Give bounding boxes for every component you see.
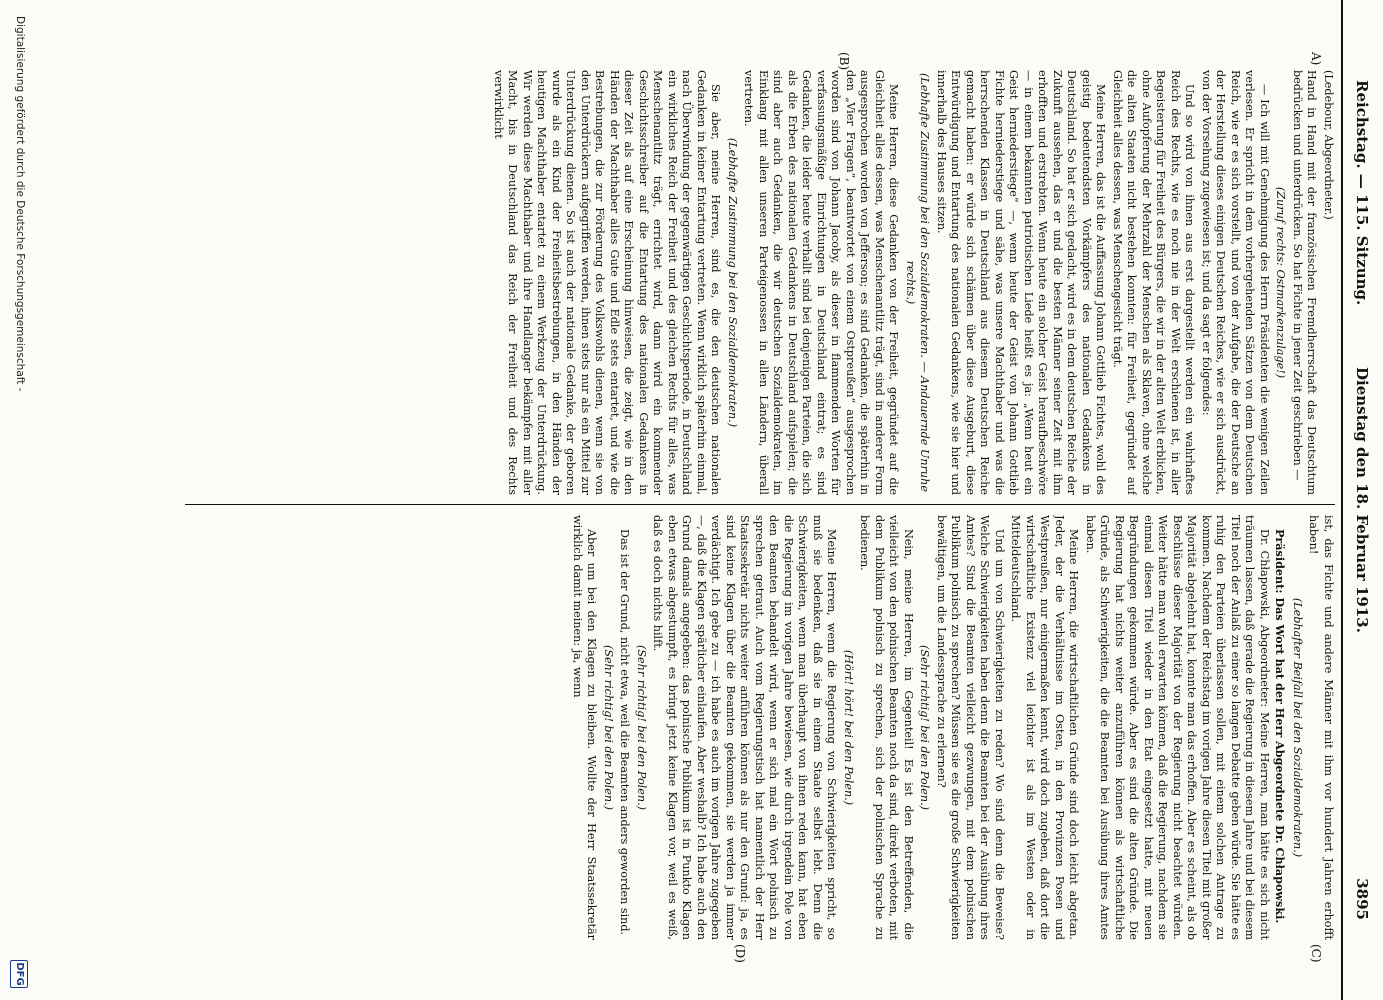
paragraph: — Ich will mit Genehmigung des Herrn Präsidenten die wenigen Zeilen verlesen. Er spricht in dem vorhergehenden Sätzen von dem Deutschen Reich, wie er es sich vorstellt, und von der Aufgabe, die der Deutsche an der Herstellung dieses einigen Deutschen Reiches, wie er sich ausdrückt, von der Vorsehung zugewiesen ist; und da sagt er folgendes:: [1200, 70, 1271, 495]
margin-mark-a: A): [1309, 52, 1323, 66]
stage-direction: (Sehr richtig! bei den Polen.): [918, 644, 932, 811]
paragraph: Meine Herren, die wirtschaftlichen Gründe sind doch leicht abgetan. Jeder, der die Verhältnisse im Osten, in den Provinzen Posen und Westpreußen, nur einigermaßen kennt, wird doch zugeben, daß dort die wirtschaftliche Existenz viel leichter ist als im Westen oder in Mitteldeutschland.: [1009, 515, 1081, 940]
paragraph: (Ledebour, Abgeordneter.): [1322, 70, 1335, 220]
paragraph: Meine Herren, das ist die Auffassung Johann Gottlieb Fichtes, wohl des geistig bedeutendsten Vorkämpfers des nationalen Gedankens in Deutschland. So hat er sich gedacht, wird es in dem deutschen Reiche der Zukunft aussehen, das er und die besten Männer seiner Zeit mit ihm erhofften und erstrebten. Wenn heute ein solcher Geist heraufbeschwöre — in einem bekannten patriotischen Liede heißt es ja: „Wenn heut ein Geist herniederstiege“ —, wenn heute der Geist von Johann Gottlieb Fichte herniederstiege und sähe, was unsere Machthaber und was die herrschenden Klassen in Deutschland aus diesem Deutschen Reiche gemacht haben: er würde sich schämen über diese Ausgeburt, diese Entwürdigung und Entartung des nationalen Gedankens, wie sie hier und innerhalb des Hauses sitzen.: [935, 70, 1108, 495]
paragraph: Hand in Hand mit der französischen Fremdherrschaft das Deutschtum bedrücken und unterdrücken. So hat Fichte in jener Zeit geschrieben —: [1291, 70, 1319, 495]
paragraph: Dr. Chłapowski, Abgeordneter: Meine Herren, man hätte es sich nicht träumen lassen, daß gerade die Regierung in diesem Jahre und bei diesem Titel noch der Anlaß zu einer so langen Debatte geben würde. Sie hätte es ruhig den Parteien überlassen sollen, mit einem solchen Antrage zu kommen. Nachdem der Reichstag im vorigen Jahre diesen Titel mit großer Majorität abgelehnt hat, konnte man das erhoffen. Aber es scheint, als ob Beschlüsse dieser Majorität von der Regierung nicht beachtet würden. Weiter hätte man wohl erwarten können, daß die Regierung, nachdem sie einmal diesen Titel wieder in den Etat eingesetzt hatte, mit neuen Begründungen gekommen würde. Aber es sind die alten Gründe. Die Regierung hat nichts weiter anzuführen können als wirtschaftliche Gründe, als Schwierigkeiten, die die Beamten bei Ausübung ihres Amtes haben.: [1084, 515, 1271, 940]
paragraph: ist, das Fichte und andere Männer mit ihm vor hundert Jahren erhofft haben!: [1307, 515, 1335, 940]
paragraph: Und so wird von ihnen aus erst dargestellt werden ein wahrhaftes Reich des Rechts, wie es noch nie in der Welt erschienen ist, in aller Begeisterung für Freiheit des Bürgers, die wir in der alten Welt erblicken, ohne Aufopferung der Mehrzahl der Menschen als Sklaven, ohne welche die alten Staaten nicht bestehen konnten: für Freiheit, gegründet auf Gleichheit alles dessen, was Menschengesicht trägt.: [1111, 70, 1197, 495]
page-header: [1341, 0, 1375, 1000]
paragraph: Und um von Schwierigkeiten zu reden? Wo sind denn die Beweise? Welche Schwierigkeiten haben denn die Beamten bei der Ausübung ihres Amtes? Sind die Beamten vielleicht gezwungen, mit dem polnischen Publikum polnisch zu sprechen? Müssen sie es die große Schwierigkeiten bewältigen, um die Landessprache zu erlernen?: [935, 515, 1006, 940]
header-left: Reichstag. — 115. Sitzung.: [1353, 80, 1371, 306]
page-footer: [8, 0, 28, 1000]
margin-mark-d: (D): [733, 944, 747, 963]
paragraph: Präsident: Das Wort hat der Herr Abgeordnete Dr. Chłapowski.: [1273, 529, 1288, 924]
margin-mark-b: (B): [837, 52, 851, 71]
paragraph: Nein, meine Herren, im Gegenteil! Es ist den Betreffenden, die vielleicht von den polnischen Beamten noch da sind, direkt verboten, mit dem Publikum polnisch zu sprechen, sich der polnischen Sprache zu bedienen.: [858, 515, 915, 940]
right-text-column: [185, 515, 1335, 940]
paragraph: Meine Herren, diese Gedanken von der Freiheit, gegründet auf die Gleichheit alles dessen, was Menschenantlitz trägt, sind in anderer Form ausgesprochen worden von Jefferson; es sind Gedanken, die späterhin in den „Vier Fragen“, beantwortet von einem Ostpreußen“ ausgesprochen worden sind von Johann Jacoby, als dieser in flammenden Worten für verfassungsmäßige Einrichtungen in Deutschland eintrat; es sind Gedanken, die leider heute verhallt sind bei denjenigen Parteien, die sich als die Erben des nationalen Gedankens in Deutschland aufspielen; die sind aber auch Gedanken, die wir deutschen Sozialdemokraten, im Einklang mit allen unseren Parteigenossen in allen Ländern, überall vertreten.: [742, 70, 901, 495]
stage-direction: (Zuruf rechts: Ostmarkenzulage!): [1274, 186, 1288, 379]
stage-direction: (Sehr richtig! bei den Polen.): [602, 644, 615, 811]
stage-direction: (Sehr richtig! bei den Polen.): [635, 644, 648, 811]
stage-direction: (Hört! hört! bei den Polen.): [842, 649, 855, 806]
stage-direction: (Lebhafte Zustimmung bei den Sozialdemokraten.): [726, 137, 739, 428]
header-date: Dienstag den 18. Februar 1913.: [1353, 367, 1371, 633]
digitization-credit: Digitalisierung gefördert durch die Deutsche Forschungsgemeinschaft -: [14, 16, 26, 392]
page-number: 3895: [1353, 878, 1371, 920]
column-divider: [185, 504, 1335, 505]
stage-direction: (Lebhafter Beifall bei den Sozialdemokraten.): [1291, 597, 1304, 858]
stage-direction: (Lebhafte Zustimmung bei den Sozialdemokraten. — Andauernde Unruhe rechts.): [904, 73, 932, 492]
margin-mark-c: (C): [1309, 944, 1323, 963]
left-text-column: [185, 70, 1335, 495]
paragraph: Meine Herren, wenn die Regierung von Schwierigkeiten spricht, so muß sie bedenken, daß sie in einem Staate selbst lebt. Denn die Schwierigkeiten, wenn man überhaupt von ihnen reden kann, hat eben die Regierung im vorigen Jahre bewiesen, wie durch irgendein Pole von den Beamten behandelt wird, wenn er sich mal ein Wort polnisch zu sprechen getraut. Auch vom Regierungstisch hat namentlich der Herr Staatssekretär nichts weiter anführen können als nur den Grund: ja, es sind keine Klagen über die Beamten gekommen, sie werden ja immer verdächtigt. Ich gebe zu — ich habe es auch im vorigen Jahre zugegeben —, daß die Klagen spärlicher einlaufen. Aber weshalb? Ich habe auch den Grund damals angegeben: das polnische Publikum ist in Punkto Klagen eben etwas abgestumpft, es bringt jetzt keine Klagen vor, weil es weiß, daß es doch nichts hilft.: [651, 515, 839, 940]
dfg-logo: DFG: [10, 960, 28, 988]
paragraph: Aber um bei den Klagen zu bleiben. Wollte der Herr Staatssekretär wirklich damit meinen: ja, wenn: [571, 515, 599, 940]
paragraph: Sie aber, meine Herren, sind es, die den deutschen nationalen Gedanken in keiner Entartung vertreten. Wenn wirklich späterhin einmal, nach Überwindung der gegenwärtigen Geschichtsperiode, in Deutschland ein wirkliches Reich der Freiheit und des gleichen Rechts für alles, was Menschenantlitz trägt, errichtet wird, dann wird ein kommender Geschichtsschreiber auf die Entartung des nationalen Gedankens in dieser Zeit als auf eine Erscheinung hinweisen, die zeigt, wie in den Händen der Machthaber alles Gute und Edle stets entartet, und wie die Bestrebungen, die zur Förderung des Volkswohls dienen, wenn sie von den Unterdrückern aufgegriffen werden, ihnen stets nur als ein Mittel zur Unterdrückung dienen. So ist auch der nationale Gedanke, der geboren wurde als ein Kind der Freiheitsbestrebungen, in den Händen der heutigen Machthaber entartet zu einem Werkzeug der Unterdrückung. Wir werden diese Machthaber und ihre Handlanger bekämpfen mit aller Macht, bis in Deutschland das Reich der Freiheit und des Rechts verwirklicht: [492, 70, 723, 495]
paragraph: Das ist der Grund, nicht etwa, weil die Beamten anders geworden sind.: [618, 529, 632, 936]
